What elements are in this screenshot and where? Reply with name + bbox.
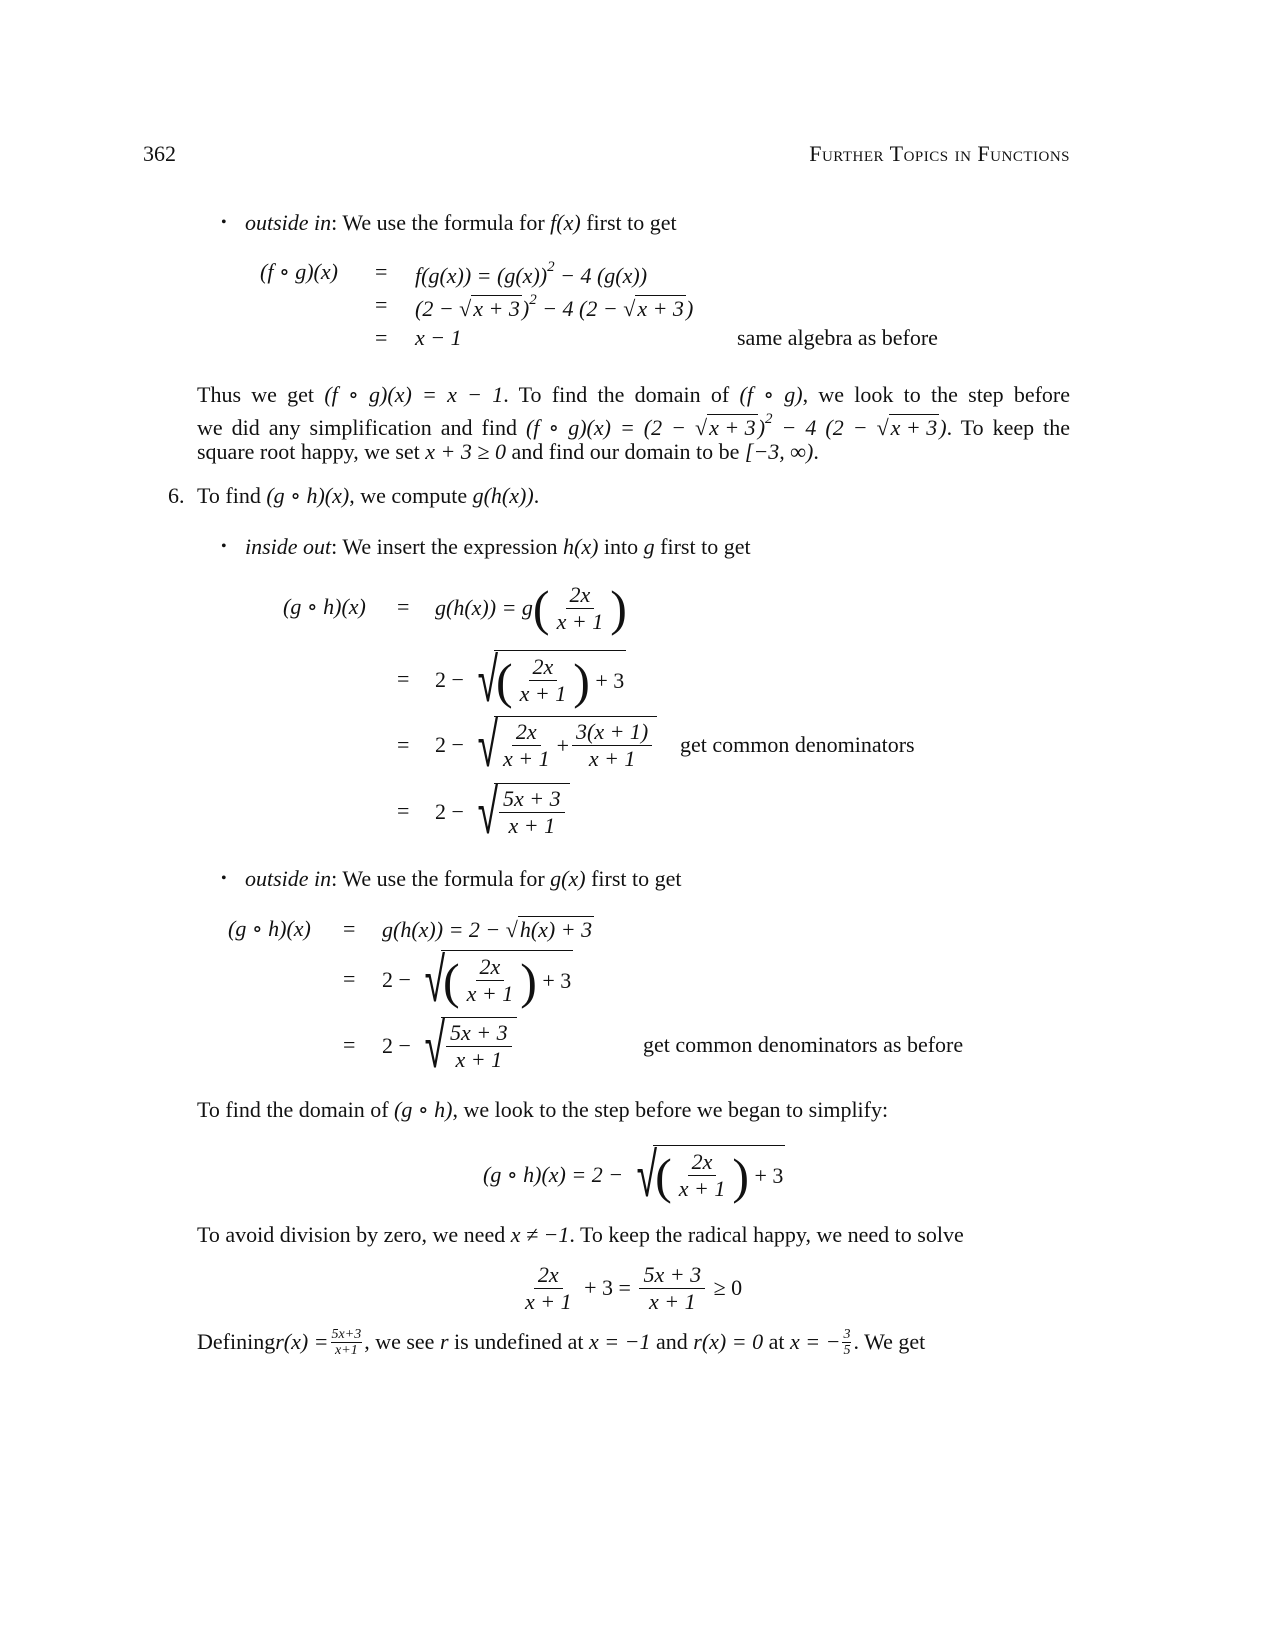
denominator: x + 1 [466,981,514,1006]
denominator: x + 1 [588,746,636,771]
fraction [463,954,518,1007]
text: at [763,1329,790,1354]
text: first to get [580,210,677,235]
eq-lhs: (g ∘ h)(x) [228,916,311,941]
math: ) [757,415,766,440]
text: , we look to the step before [802,382,1071,407]
page-number: 362 [143,141,176,166]
math: − 4 (g(x)) [554,263,648,288]
eq-comment: get common denominators as before [643,1032,964,1057]
display-equation [483,1140,785,1210]
numerator: 2x [512,719,541,746]
numerator: 2x [476,954,505,981]
math: r [439,1329,449,1354]
text: Thus we get [197,382,325,407]
math: 2 − [435,799,464,824]
eq-lhs: (g ∘ h)(x) [283,594,366,619]
paren: ) [520,952,537,1009]
eq-row-3 [435,708,657,781]
radicand: x + 3 [709,415,756,440]
math: f(g(x)) = (g(x)) [415,263,548,288]
s1-intro [245,210,677,236]
math: g [643,534,655,559]
math: (g ∘ h)(x) [266,483,350,508]
numerator: 2x [566,582,595,609]
math: [−3, ∞) [744,439,814,464]
text: . To keep the radical happy, we need to solve [569,1222,964,1247]
math: x + 3 ≥ 0 [425,439,506,464]
eq-comment: same algebra as before [737,325,938,350]
math: x = − [790,1329,841,1354]
text: square root happy, we set [197,439,426,464]
eq-row-2 [382,945,573,1015]
exponent: 2 [547,259,555,275]
math: g(x) [550,866,586,891]
paren: ( [532,580,550,636]
equals: = [397,594,410,619]
math: g(h(x)) [472,483,534,508]
math: f(x) [550,210,581,235]
math: ) [521,296,530,321]
emphasis: inside out [245,534,332,559]
radicand: x + 3 [473,296,520,321]
math: + [556,732,569,758]
text: : We use the formula for [331,866,551,891]
eq-row-2 [415,292,693,322]
paragraph-line [197,1324,925,1360]
text: . We get [853,1329,926,1354]
math: r(x) = 0 [693,1329,764,1354]
fraction [521,1262,576,1315]
math: g(h(x)) = g [435,595,533,620]
radicand: h(x) + 3 [519,917,593,942]
radicand [494,716,657,775]
fraction [499,719,554,772]
equals: = [343,916,356,941]
math: (2 − [415,296,460,321]
radicand [653,1145,785,1206]
eq-row-1 [435,578,627,638]
text: Defining [197,1329,276,1354]
radical-icon: √ [477,643,498,716]
equals: = [397,666,410,691]
math: − 4 (2 − [536,296,624,321]
denominator: x + 1 [648,1288,696,1314]
math: h(x) [563,534,599,559]
bullet-icon: • [221,538,227,555]
text: . [813,439,819,464]
text: first to get [585,866,682,891]
math: x ≠ −1 [510,1222,570,1247]
math: (f ∘ g)(x) = x − 1 [324,382,504,407]
text: , we look to the step before we began to simplify: [452,1097,889,1122]
math: 2 − [435,667,464,692]
radical-icon: √ [459,296,472,321]
denominator: x + 1 [508,813,556,838]
emphasis: outside in [245,210,332,235]
paren: ) [610,580,627,636]
math: + 3 [542,967,572,993]
bullet-icon: • [221,870,227,887]
text: and [650,1329,694,1354]
denominator: x + 1 [455,1047,503,1072]
numerator: 3 [843,1326,851,1342]
math: (g ∘ h) [394,1097,453,1122]
text: . To keep the [946,415,1071,440]
equals: = [397,732,410,757]
text: into [598,534,644,559]
fraction [572,719,652,772]
paren: ( [495,652,513,709]
text: : We use the formula for [331,210,551,235]
fraction [516,654,571,707]
denominator: x + 1 [678,1176,726,1201]
text: first to get [654,534,751,559]
radical-icon: √ [636,1138,658,1211]
fraction [553,582,608,635]
paragraph-line [197,1222,964,1248]
fraction [675,1149,730,1202]
fraction [446,1020,512,1073]
math: 2 − [435,732,464,757]
radicand: x + 3 [637,296,684,321]
equals: = [375,259,388,284]
equals: = [375,325,388,350]
math: (f ∘ g) [739,382,803,407]
eq-lhs: (f ∘ g)(x) [260,259,338,284]
denominator: 5 [843,1342,851,1358]
math: ) [685,296,694,321]
radicand [441,1017,517,1076]
radicand [441,950,573,1011]
text: . To find the domain of [503,382,740,407]
paragraph-line [197,411,1070,441]
text: . [533,483,540,508]
s3-intro [245,866,682,892]
eq-row-3: x − 1 [415,325,462,350]
numerator: 2x [688,1149,717,1176]
math: 2 − [382,1033,411,1058]
equals: = [375,292,388,317]
numerator: 5x + 3 [446,1020,512,1047]
exponent: 2 [529,292,537,308]
math: + 3 [595,667,625,693]
radicand: x + 3 [890,415,938,440]
item-number: 6. [168,483,185,508]
equals: = [343,966,356,991]
math: ) [939,415,947,440]
radical-icon: √ [477,775,498,848]
math: r(x) = [275,1329,329,1354]
paren: ) [732,1147,750,1204]
denominator: x+1 [335,1342,358,1358]
fraction [499,786,565,839]
math: x = −1 [589,1329,651,1354]
math: 2 − [382,967,411,992]
text: and find our domain to be [505,439,745,464]
bullet-icon: • [221,214,227,231]
exponent: 2 [765,411,773,427]
paren: ( [655,1147,672,1204]
fraction [639,1262,705,1315]
math: ≥ 0 [713,1275,743,1300]
denominator: x + 1 [519,681,567,706]
emphasis: outside in [245,866,332,891]
paragraph-line [197,439,819,465]
paragraph-line [197,1097,888,1123]
text: we did any simplification and find [197,415,526,440]
text: To find the domain of [197,1097,395,1122]
item-text [197,483,539,509]
radicand [494,650,626,711]
denominator: x + 1 [556,608,604,634]
text: , we see [364,1329,440,1354]
numerator: 5x + 3 [499,786,565,813]
eq-comment: get common denominators [680,732,915,757]
math: (f ∘ g)(x) = (2 − [525,415,695,440]
radical-icon: √ [424,1009,445,1082]
text: is undefined at [448,1329,590,1354]
equals: = [343,1032,356,1057]
eq-row-3 [382,1009,517,1082]
radical-icon: √ [424,943,445,1016]
radical-icon: √ [694,415,708,440]
numerator: 3(x + 1) [572,719,652,746]
paragraph-line [197,382,1070,408]
math: (g ∘ h)(x) = 2 − [483,1162,624,1187]
fraction [331,1327,363,1358]
eq-row-4 [435,775,570,848]
eq-row-1 [415,259,647,289]
paren: ) [573,652,590,709]
radical-icon: √ [505,917,518,942]
s2-intro [245,534,751,560]
text: : We insert the expression [331,534,563,559]
math: g(h(x)) = 2 − [382,917,506,942]
text: To find [197,483,267,508]
radical-icon: √ [477,708,498,781]
eq-row-1 [382,916,594,943]
fraction [842,1327,851,1358]
math: − 4 (2 − [772,415,877,440]
math: + 3 [754,1162,784,1188]
numerator: 5x + 3 [639,1262,705,1289]
text: To avoid division by zero, we need [197,1222,511,1247]
paren: ( [442,952,460,1009]
radical-icon: √ [876,415,889,440]
denominator: x + 1 [502,746,550,771]
numerator: 2x [534,1262,563,1289]
denominator: x + 1 [525,1288,572,1314]
eq-row-2 [435,645,626,715]
running-title: Further Topics in Functions [809,141,1070,166]
math: + 3 = [584,1275,631,1300]
equals: = [397,798,410,823]
radicand [494,783,570,842]
radical-icon: √ [623,296,636,321]
numerator: 2x [529,654,558,681]
numerator: 5x+3 [331,1326,362,1342]
display-inequality [518,1260,742,1316]
text: , we compute [349,483,473,508]
